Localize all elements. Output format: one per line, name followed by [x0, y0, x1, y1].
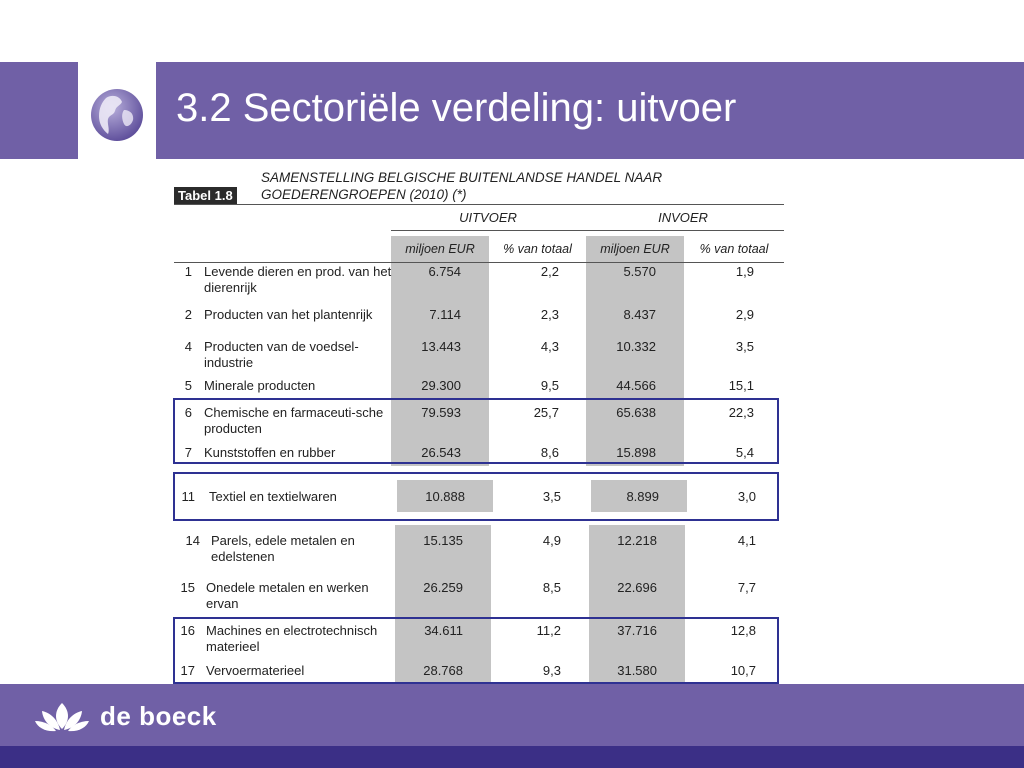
rule-groups	[391, 230, 784, 231]
import-pct: 10,7	[730, 663, 756, 678]
import-mln: 31.580	[617, 663, 657, 678]
slide-title: 3.2 Sectoriële verdeling: uitvoer	[176, 86, 737, 130]
import-mln: 65.638	[616, 405, 656, 420]
lotus-icon	[34, 699, 90, 733]
row-num: 17	[180, 663, 195, 678]
import-mln: 44.566	[616, 378, 656, 393]
caption-line-1: SAMENSTELLING BELGISCHE BUITENLANDSE HANDEL NAAR	[261, 170, 663, 185]
row-label: Levende dieren en prod. van het dierenrijk	[204, 264, 392, 295]
footer-bottom-strip	[0, 746, 1024, 768]
row-label: Producten van het plantenrijk	[204, 307, 373, 322]
col-import-pct: % van totaal	[699, 242, 769, 256]
import-mln: 22.696	[617, 580, 657, 595]
import-mln: 15.898	[616, 445, 656, 460]
export-mln: 6.754	[428, 264, 461, 279]
logo-box	[78, 62, 156, 159]
export-pct: 8,6	[540, 445, 559, 460]
export-mln: 79.593	[421, 405, 461, 420]
row-label: Onedele metalen en werken ervan	[206, 580, 369, 611]
import-mln: 12.218	[617, 533, 657, 548]
col-import-mln: miljoen EUR	[600, 242, 670, 256]
export-mln: 26.543	[421, 445, 461, 460]
export-mln: 10.888	[425, 489, 465, 504]
row-label: Producten van de voedsel-industrie	[204, 339, 359, 370]
rule-top	[174, 204, 784, 205]
export-mln: 13.443	[421, 339, 461, 354]
import-pct: 1,9	[735, 264, 754, 279]
import-pct: 4,1	[737, 533, 756, 548]
row-label: Chemische en farmaceuti-sche producten	[204, 405, 384, 436]
row-num: 14	[185, 533, 200, 548]
row-num: 1	[184, 264, 192, 279]
row-num: 11	[181, 489, 195, 504]
group-export: UITVOER	[459, 210, 517, 225]
brand-logo	[34, 697, 217, 735]
rule-header	[174, 262, 784, 263]
export-pct: 11,2	[536, 623, 561, 638]
export-mln: 7.114	[429, 307, 461, 322]
export-pct: 4,3	[540, 339, 559, 354]
import-pct: 7,7	[737, 580, 756, 595]
row-num: 6	[184, 405, 192, 420]
row-label: Parels, edele metalen en edelstenen	[211, 533, 355, 564]
import-mln: 8.437	[623, 307, 656, 322]
row-num: 16	[180, 623, 195, 638]
table-figure	[170, 165, 790, 684]
export-pct: 4,9	[542, 533, 561, 548]
row-label: Kunststoffen en rubber	[204, 445, 336, 460]
row-label: Machines en electrotechnisch materieel	[206, 623, 378, 654]
export-pct: 2,2	[540, 264, 559, 279]
import-mln: 5.570	[623, 264, 656, 279]
export-mln: 34.611	[424, 623, 463, 638]
export-mln: 15.135	[423, 533, 463, 548]
row-label: Vervoermaterieel	[206, 663, 305, 678]
export-pct: 25,7	[533, 405, 559, 420]
export-mln: 28.768	[423, 663, 463, 678]
import-pct: 15,1	[728, 378, 754, 393]
brand-name: de boeck	[100, 700, 217, 731]
row-num: 15	[180, 580, 195, 595]
import-pct: 3,0	[737, 489, 756, 504]
import-pct: 3,5	[735, 339, 754, 354]
export-pct: 9,5	[540, 378, 559, 393]
export-pct: 9,3	[542, 663, 561, 678]
import-pct: 5,4	[735, 445, 754, 460]
import-pct: 2,9	[735, 307, 754, 322]
row-num: 2	[184, 307, 192, 322]
table-caption	[261, 169, 662, 203]
import-mln: 8.899	[626, 489, 659, 504]
import-mln: 10.332	[616, 339, 656, 354]
group-import: INVOER	[658, 210, 708, 225]
export-pct: 3,5	[542, 489, 561, 504]
row-label: Textiel en textielwaren	[209, 489, 337, 504]
export-pct: 8,5	[542, 580, 561, 595]
globe-icon	[86, 84, 148, 146]
import-pct: 22,3	[728, 405, 754, 420]
row-label: Minerale producten	[204, 378, 316, 393]
caption-line-2: GOEDERENGROEPEN (2010) (*)	[261, 187, 467, 202]
export-mln: 26.259	[423, 580, 463, 595]
col-export-mln: miljoen EUR	[405, 242, 475, 256]
export-pct: 2,3	[540, 307, 559, 322]
import-pct: 12,8	[730, 623, 756, 638]
export-mln: 29.300	[421, 378, 461, 393]
table-tag: Tabel 1.8	[174, 187, 237, 204]
import-mln: 37.716	[617, 623, 657, 638]
row-num: 4	[184, 339, 192, 354]
row-num: 7	[184, 445, 192, 460]
col-export-pct: % van totaal	[503, 242, 572, 256]
row-num: 5	[184, 378, 192, 393]
